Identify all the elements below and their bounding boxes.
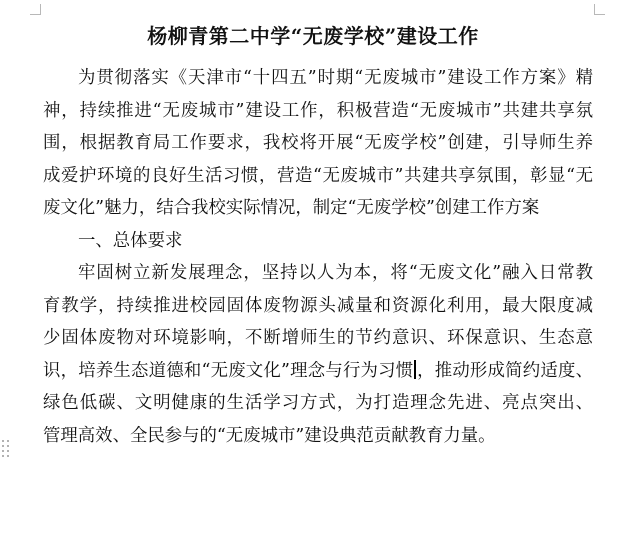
document-title[interactable]: 杨柳青第二中学“无废学校”建设工作 (147, 24, 479, 48)
text-cursor (414, 360, 416, 379)
text-line[interactable]: 为贯彻落实《天津市“十四五”时期“无废城市”建设工作方案》精 (78, 68, 593, 88)
text-line[interactable]: 围，根据教育局工作要求，我校将开展“无废学校”创建，引导师生养 (43, 133, 593, 153)
text-line[interactable]: 管理高效、全民参与的“无废城市”建设典范贡献教育力量。 (43, 425, 496, 446)
text-line[interactable]: 成爱护环境的良好生活习惯，营造“无废城市”共建共享氛围，彰显“无 (43, 165, 593, 186)
text-line[interactable]: 少固体废物对环境影响，不断增师生的节约意识、环保意识、生态意 (43, 328, 593, 348)
document-body[interactable] (43, 62, 593, 452)
crop-mark-top-right (594, 4, 605, 15)
text-line[interactable]: 牢固树立新发展理念，坚持以人为本，将“无废文化”融入日常教 (78, 263, 593, 283)
text-line[interactable]: 育教学，持续推进校园固体废物源头减量和资源化利用，最大限度减 (43, 295, 593, 316)
paragraph-drag-handle-icon[interactable] (2, 440, 10, 462)
text-line[interactable]: 神，持续推进“无废城市”建设工作，积极营造“无废城市”共建共享氛 (43, 100, 593, 121)
text-segment[interactable]: 识，培养生态道德和“无废文化”理念与行为习惯 (43, 360, 414, 381)
text-line[interactable]: 废文化”魅力，结合我校实际情况，制定“无废学校”创建工作方案 (43, 198, 540, 218)
text-line[interactable]: 绿色低碳、文明健康的生活学习方式，为打造理念先进、亮点突出、 (43, 393, 593, 413)
text-line[interactable] (43, 355, 593, 388)
crop-mark-top-left (30, 4, 41, 15)
text-line[interactable]: 一、总体要求 (78, 230, 183, 251)
text-segment[interactable]: ，推动形成简约适度、 (416, 360, 593, 381)
